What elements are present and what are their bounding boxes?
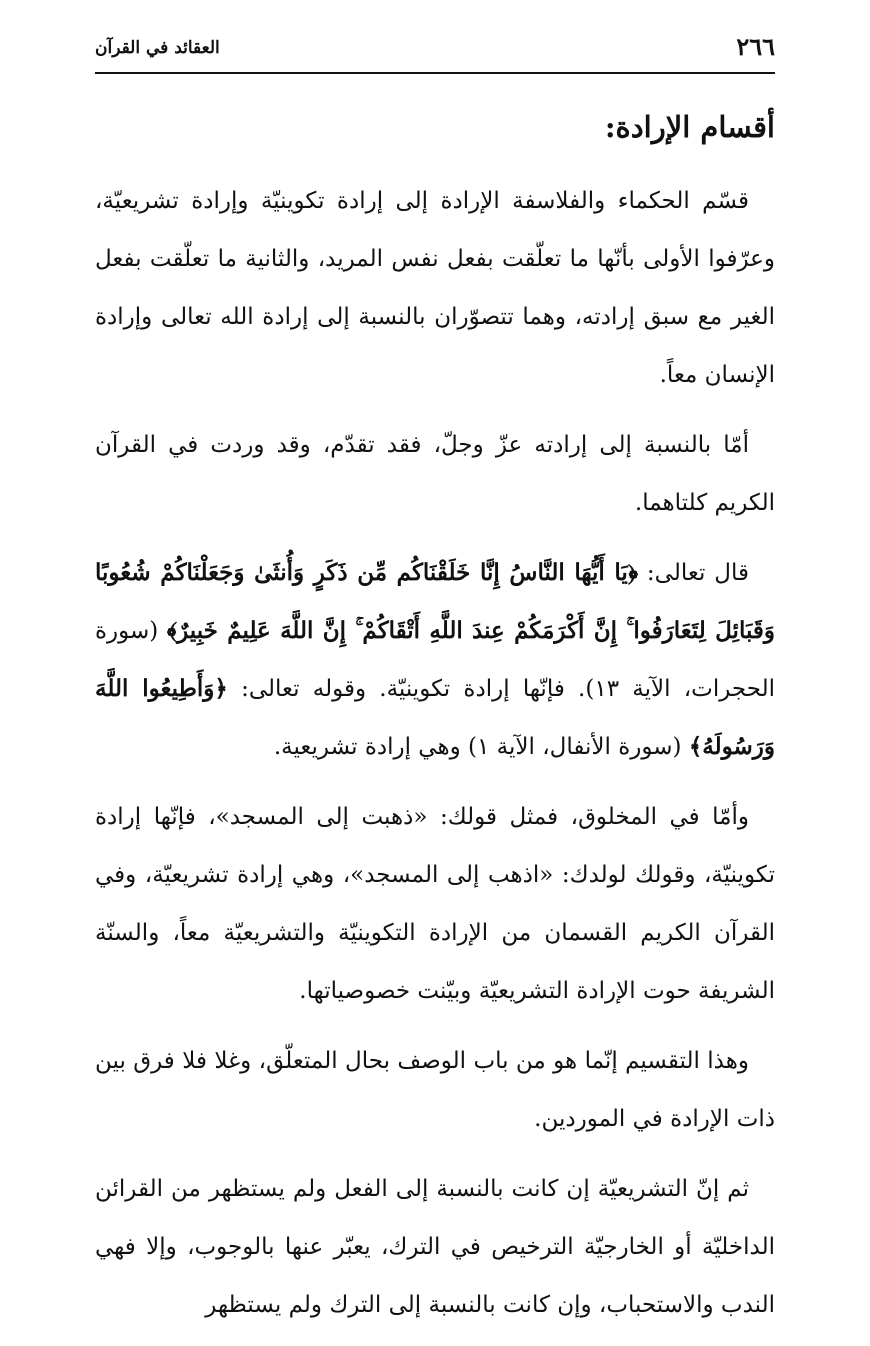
verse-reference-2: (سورة الأنفال، الآية ١) وهي إرادة تشريعية. (273, 734, 689, 760)
paragraph-4: وأمّا في المخلوق، فمثل قولك: «ذهبت إلى المسجد»، فإنّها إرادة تكوينيّة، وقولك لولدك: «اذهب إلى المسجد»، وهي إرادة تشريعيّة، وفي القرآن الكريم القسمان من الإرادة التكوينيّة والتشريعيّة معاً، والسنّة الشريفة حوت الإرادة التشريعيّة وبيّنت خصوصياتها. (95, 804, 775, 1004)
page-number: ٢٦٦ (736, 32, 775, 61)
quran-verse-anfal: ﴿وَأَطِيعُوا اللَّهَ وَرَسُولَهُ﴾ (95, 675, 775, 760)
paragraph-5: وهذا التقسيم إنّما هو من باب الوصف بحال المتعلّق، وغلا فلا فرق بين ذات الإرادة في الموردين. (95, 1048, 775, 1132)
paragraph-2: أمّا بالنسبة إلى إرادته عزّ وجلّ، فقد تقدّم، وقد وردت في القرآن الكريم كلتاهما. (95, 432, 775, 516)
running-title: العقائد في القرآن (95, 38, 220, 58)
page-body (95, 104, 775, 1346)
paragraph-1: قسّم الحكماء والفلاسفة الإرادة إلى إرادة تكوينيّة وإرادة تشريعيّة، وعرّفوا الأولى بأنّها ما تعلّقت بفعل نفس المريد، والثانية ما تعلّقت بفعل الغير مع سبق إرادته، وهما تتصوّران بالنسبة إلى إرادة الله تعالى وإرادة الإنسان معاً. (95, 188, 775, 388)
page-header (95, 26, 775, 74)
verse-reference-1: (سورة الحجرات، الآية ١٣). فإنّها إرادة تكوينيّة. وقوله تعالى: (95, 618, 775, 702)
paragraph-3 (95, 544, 775, 776)
section-title: أقسام الإرادة: (604, 110, 775, 144)
quran-verse-hujurat: ﴿يَا أَيُّهَا النَّاسُ إِنَّا خَلَقْنَاكُم مِّن ذَكَرٍ وَأُنثَىٰ وَجَعَلْنَاكُمْ شُعُوبًا وَقَبَائِلَ لِتَعَارَفُوا ۚ إِنَّ أَكْرَمَكُمْ عِندَ اللَّهِ أَتْقَاكُمْ ۚ إِنَّ اللَّهَ عَلِيمٌ خَبِيرٌ﴾ (95, 559, 775, 644)
paragraph-6: ثم إنّ التشريعيّة إن كانت بالنسبة إلى الفعل ولم يستظهر من القرائن الداخليّة أو الخارجيّة الترخيص في الترك، يعبّر عنها بالوجوب، وإلا فهي الندب والاستحباب، وإن كانت بالنسبة إلى الترك ولم يستظهر (95, 1176, 775, 1318)
paragraph-3-intro: قال تعالى: (638, 560, 749, 586)
